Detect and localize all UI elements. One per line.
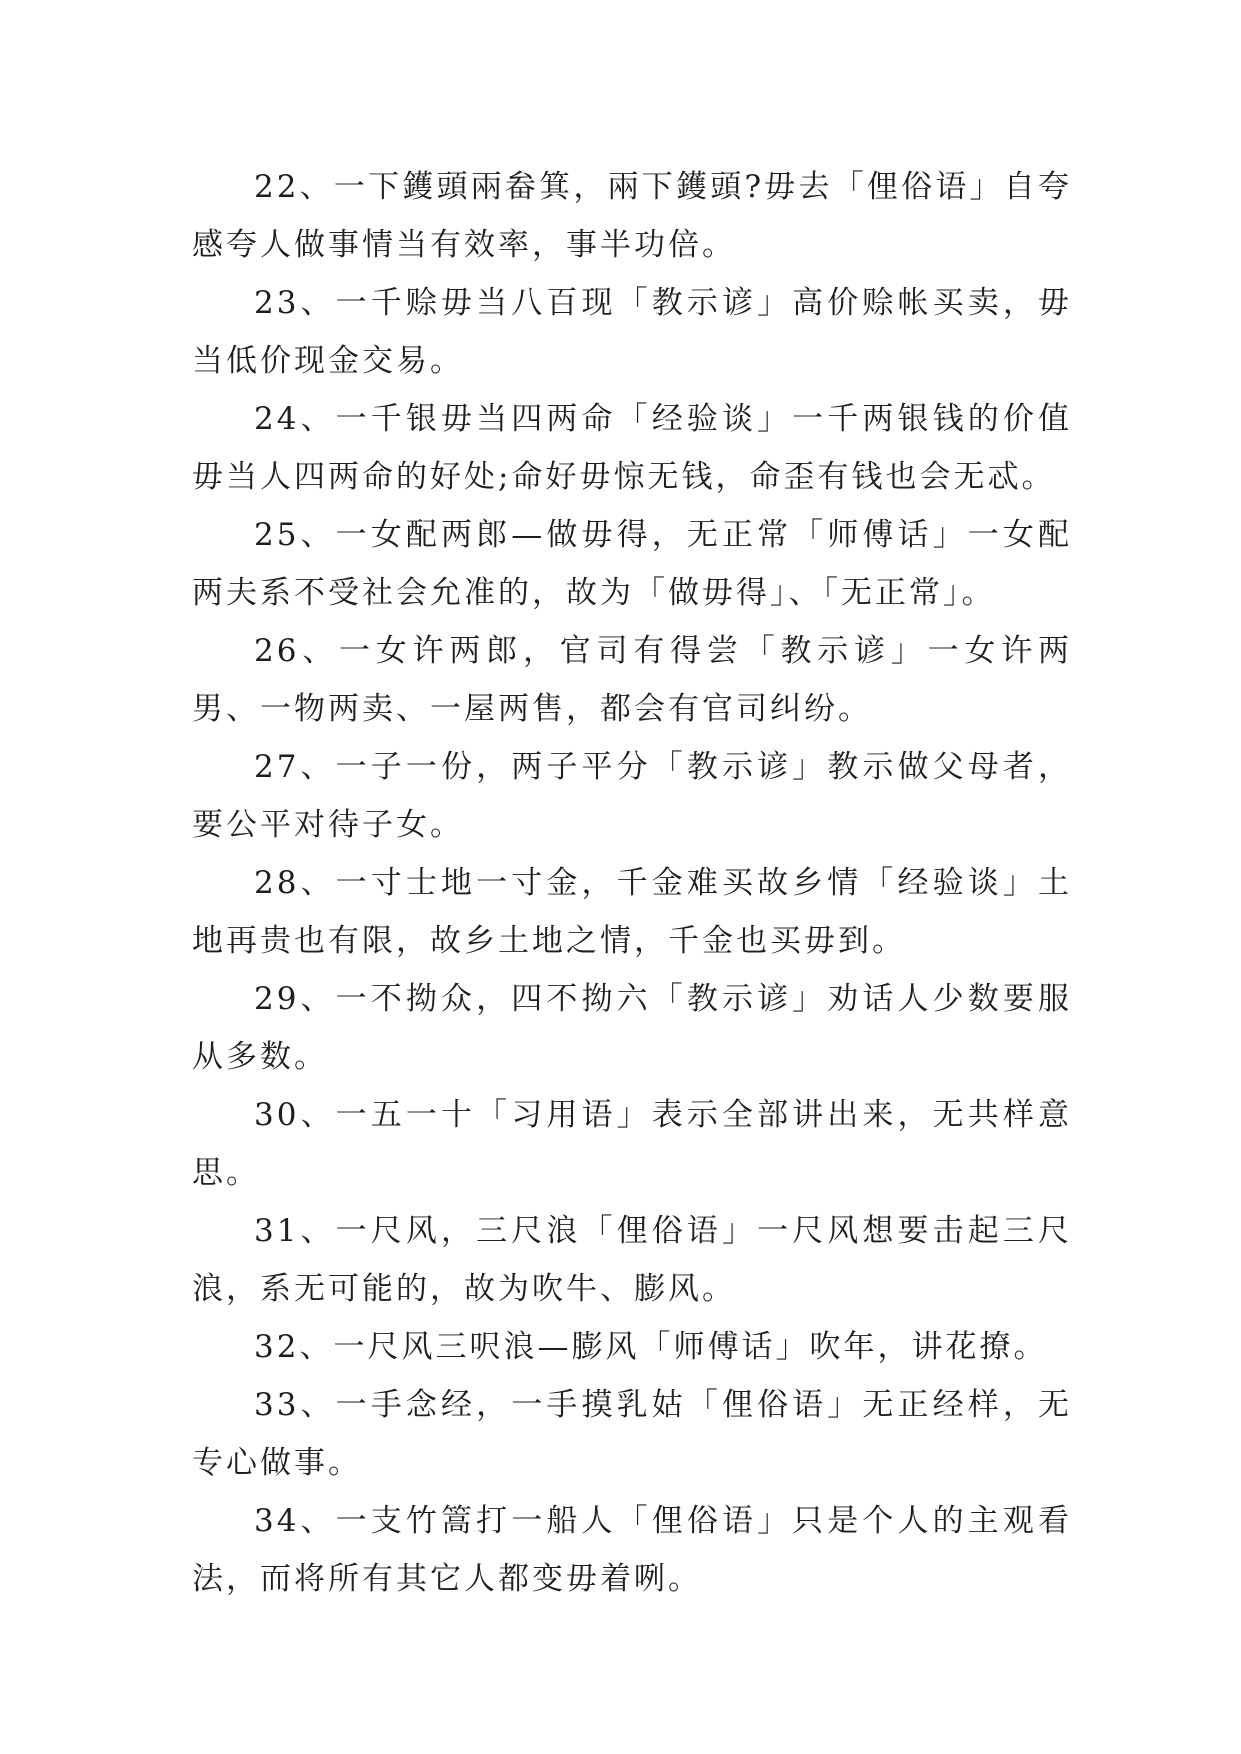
paragraph-34: 34、一支竹篙打一船人「俚俗语」只是个人的主观看法，而将所有其它人都变毋着咧。 xyxy=(192,1503,1072,1597)
paragraph-23: 23、一千赊毋当八百现「教示谚」高价赊帐买卖，毋当低价现金交易。 xyxy=(192,285,1072,379)
paragraph-32: 32、一尺风三呎浪—膨风「师傅话」吹年，讲花撩。 xyxy=(254,1329,1048,1365)
paragraph-31: 31、一尺风，三尺浪「俚俗语」一尺风想要击起三尺浪，系无可能的，故为吹牛、膨风。 xyxy=(192,1213,1072,1307)
paragraph-25: 25、一女配两郎—做毋得，无正常「师傅话」一女配两夫系不受社会允准的，故为「做毋得」、「无正常」。 xyxy=(192,517,1072,611)
paragraph-22: 22、一下鑊頭兩畚箕，兩下鑊頭?毋去「俚俗语」自夸感夸人做事情当有效率，事半功倍。 xyxy=(192,169,1072,263)
paragraph-33: 33、一手念经，一手摸乳姑「俚俗语」无正经样，无专心做事。 xyxy=(192,1387,1072,1481)
paragraph-29: 29、一不拗众，四不拗六「教示谚」劝话人少数要服从多数。 xyxy=(192,981,1072,1075)
paragraph-26: 26、一女许两郎，官司有得尝「教示谚」一女许两男、一物两卖、一屋两售，都会有官司纠纷。 xyxy=(192,633,1072,727)
document-body xyxy=(192,158,1072,1608)
paragraph-30: 30、一五一十「习用语」表示全部讲出来，无共样意思。 xyxy=(192,1097,1072,1191)
paragraph-28: 28、一寸士地一寸金，千金难买故乡情「经验谈」土地再贵也有限，故乡土地之情，千金也买毋到。 xyxy=(192,865,1072,959)
paragraph-24: 24、一千银毋当四两命「经验谈」一千两银钱的价值毋当人四两命的好处;命好毋惊无钱，命歪有钱也会无忒。 xyxy=(192,401,1072,495)
paragraph-27: 27、一子一份，两子平分「教示谚」教示做父母者，要公平对待子女。 xyxy=(192,749,1072,843)
